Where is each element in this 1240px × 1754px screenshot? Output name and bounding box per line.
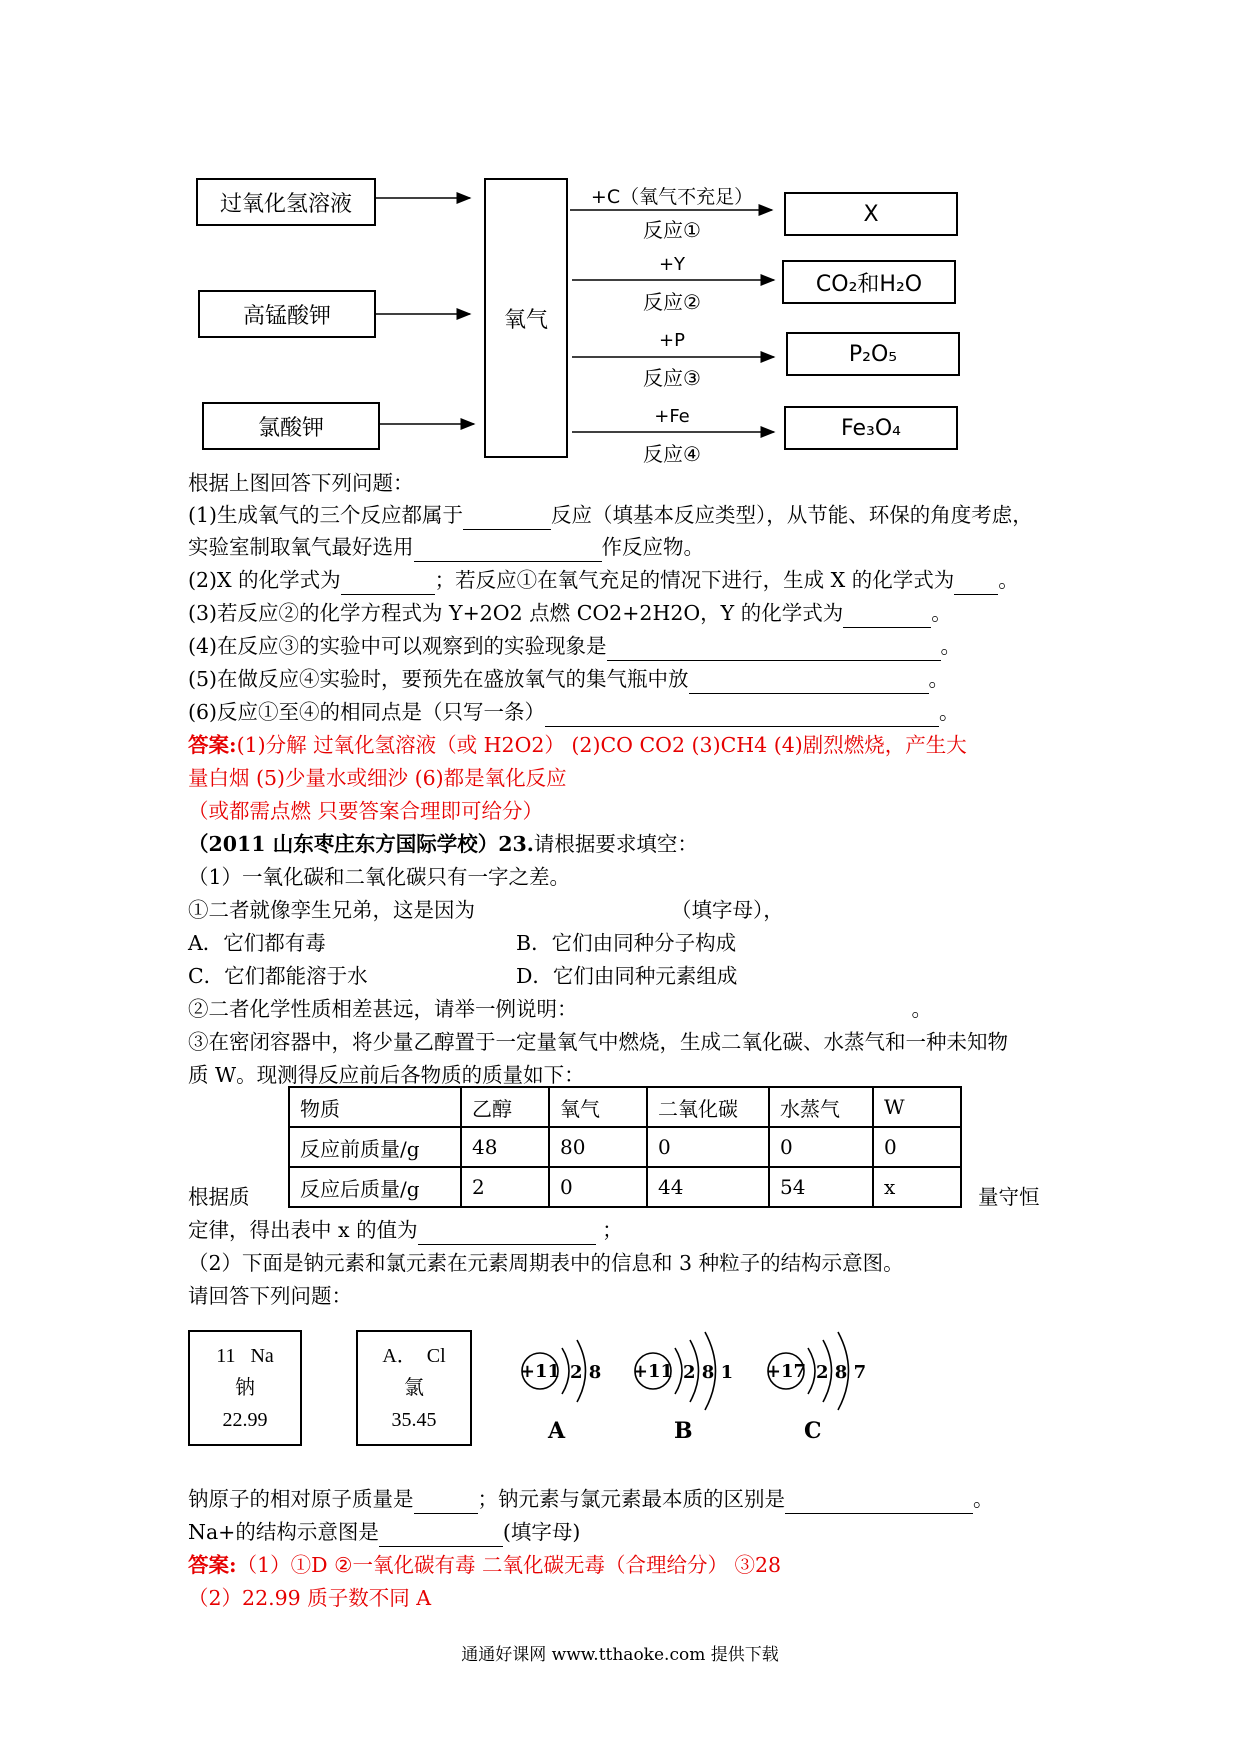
table-row bbox=[289, 1167, 961, 1207]
q1-line1: (1)生成氧气的三个反应都属于 反应（填基本反应类型），从节能、环保的角度考虑， bbox=[188, 500, 1033, 530]
q2-p9: 请回答下列问题： bbox=[188, 1284, 352, 1308]
q1-answer-1: 答案:(1)分解 过氧化氢溶液（或 H2O2） (2)CO CO2 (3)CH4 (4)剧烈燃烧，产生大 bbox=[188, 733, 967, 757]
q2-p1: （1）一氧化碳和二氧化碳只有一字之差。 bbox=[188, 865, 571, 889]
q1-answer-3: （或都需点燃 只要答案合理即可给分） bbox=[188, 799, 544, 823]
q1-line3: (2)X 的化学式为 ；若反应①在氧气充足的情况下进行，生成 X 的化学式为 。 bbox=[188, 565, 1019, 595]
svg-text:+11: +11 bbox=[519, 1361, 561, 1382]
atom-a bbox=[520, 1340, 601, 1402]
table-cell: 反应后质量/g bbox=[289, 1167, 461, 1207]
table-cell: 二氧化碳 bbox=[647, 1087, 769, 1127]
table-cell: 2 bbox=[461, 1167, 549, 1207]
product-box-x: X bbox=[784, 192, 958, 236]
reaction-label-1: 反应① bbox=[643, 218, 701, 242]
oxygen-box: 氧气 bbox=[484, 178, 568, 458]
q1-line7: (6)反应①至④的相同点是（只写一条） 。 bbox=[188, 697, 960, 727]
table-cell: 80 bbox=[549, 1127, 647, 1167]
q2-option-a: A．它们都有毒 bbox=[188, 931, 326, 955]
q1-answer-2: 量白烟 (5)少量水或细沙 (6)都是氧化反应 bbox=[188, 766, 567, 790]
table-header-row bbox=[289, 1087, 961, 1127]
svg-text:2 8 1: 2 8 1 bbox=[683, 1362, 734, 1383]
q1-line6: (5)在做反应④实验时，要预先在盛放氧气的集气瓶中放 。 bbox=[188, 664, 949, 694]
source-box-h2o2: 过氧化氢溶液 bbox=[196, 178, 376, 226]
table-row bbox=[289, 1127, 961, 1167]
svg-text:2 8 7: 2 8 7 bbox=[816, 1362, 867, 1383]
product-box-fe3o4: Fe₃O₄ bbox=[784, 406, 958, 450]
q2-heading: （2011 山东枣庄东方国际学校）23.请根据要求填空： bbox=[188, 832, 698, 856]
table-cell: 0 bbox=[549, 1167, 647, 1207]
page-footer: 通通好课网 www.tthaoke.com 提供下载 bbox=[461, 1645, 779, 1665]
q2-p6-left: 根据质 bbox=[188, 1185, 250, 1209]
table-cell: 水蒸气 bbox=[769, 1087, 873, 1127]
q2-p6-right: 量守恒 bbox=[978, 1185, 1040, 1209]
atom-label-b: B bbox=[674, 1418, 693, 1444]
table-cell: 反应前质量/g bbox=[289, 1127, 461, 1167]
svg-text:+11: +11 bbox=[632, 1361, 674, 1382]
reaction-label-4: 反应④ bbox=[643, 442, 701, 466]
q2-p7: 定律，得出表中 x 的值为 ； bbox=[188, 1215, 623, 1245]
table-cell: 氧气 bbox=[549, 1087, 647, 1127]
q1-line5: (4)在反应③的实验中可以观察到的实验现象是 。 bbox=[188, 631, 961, 661]
element-number-symbol: 11 Na bbox=[216, 1345, 274, 1367]
source-box-kmno4: 高锰酸钾 bbox=[198, 290, 376, 338]
reagent-label-3: +P bbox=[659, 330, 685, 351]
table-cell: 0 bbox=[873, 1127, 961, 1167]
product-box-p2o5: P₂O₅ bbox=[786, 332, 960, 376]
q2-answer-2: （2）22.99 质子数不同 A bbox=[188, 1586, 432, 1610]
atom-c bbox=[766, 1332, 866, 1410]
q2-p3: ②二者化学性质相差甚远，请举一例说明： 。 bbox=[188, 997, 932, 1021]
reagent-label-2: +Y bbox=[658, 254, 686, 275]
q2-p11: Na+的结构示意图是 (填字母) bbox=[188, 1517, 580, 1547]
q1-line4: (3)若反应②的化学方程式为 Y+2O2 点燃 CO2+2H2O，Y 的化学式为 。 bbox=[188, 598, 952, 628]
q2-p10: 钠原子的相对原子质量是 ；钠元素与氯元素最本质的区别是 。 bbox=[188, 1484, 994, 1514]
table-cell: 0 bbox=[647, 1127, 769, 1167]
table-cell: 48 bbox=[461, 1127, 549, 1167]
element-number-symbol: A． Cl bbox=[382, 1345, 446, 1367]
q2-answer-1: 答案:（1）①D ②一氧化碳有毒 二氧化碳无毒（合理给分） ③28 bbox=[188, 1553, 782, 1577]
element-name: 氯 bbox=[404, 1377, 424, 1399]
svg-text:+17: +17 bbox=[765, 1361, 807, 1382]
table-cell: W bbox=[873, 1087, 961, 1127]
mass-table bbox=[288, 1086, 962, 1208]
q2-option-d: D．它们由同种元素组成 bbox=[516, 964, 738, 988]
element-mass: 22.99 bbox=[222, 1409, 268, 1431]
source-box-kclo3: 氯酸钾 bbox=[202, 402, 380, 450]
q2-p4: ③在密闭容器中，将少量乙醇置于一定量氧气中燃烧，生成二氧化碳、水蒸气和一种未知物 bbox=[188, 1030, 1008, 1054]
table-cell: 54 bbox=[769, 1167, 873, 1207]
product-box-co2-h2o: CO₂和H₂O bbox=[782, 260, 956, 304]
q1-line2: 实验室制取氧气最好选用 作反应物。 bbox=[188, 532, 704, 562]
element-name: 钠 bbox=[235, 1377, 255, 1399]
element-mass: 35.45 bbox=[391, 1409, 437, 1431]
reaction-label-2: 反应② bbox=[643, 290, 701, 314]
q2-p8: （2）下面是钠元素和氯元素在元素周期表中的信息和 3 种粒子的结构示意图。 bbox=[188, 1251, 904, 1275]
reagent-label-4: +Fe bbox=[654, 406, 690, 427]
table-cell: 物质 bbox=[289, 1087, 461, 1127]
reaction-label-3: 反应③ bbox=[643, 366, 701, 390]
svg-text:2 8: 2 8 bbox=[570, 1362, 602, 1383]
atom-b bbox=[633, 1332, 733, 1410]
atom-label-c: C bbox=[804, 1418, 822, 1444]
table-cell: 乙醇 bbox=[461, 1087, 549, 1127]
q1-intro: 根据上图回答下列问题： bbox=[188, 471, 414, 495]
reagent-label-1: +C（氧气不充足） bbox=[590, 186, 754, 208]
table-cell: 0 bbox=[769, 1127, 873, 1167]
table-cell: 44 bbox=[647, 1167, 769, 1207]
atom-label-a: A bbox=[548, 1418, 566, 1444]
q2-p2: ①二者就像孪生兄弟，这是因为 （填字母）， bbox=[188, 898, 784, 922]
q2-p5: 质 W。现测得反应前后各物质的质量如下： bbox=[188, 1063, 585, 1087]
atom-diagrams bbox=[0, 1320, 1240, 1480]
table-cell: x bbox=[873, 1167, 961, 1207]
q2-option-c: C．它们都能溶于水 bbox=[188, 964, 368, 988]
q2-option-b: B．它们由同种分子构成 bbox=[516, 931, 737, 955]
